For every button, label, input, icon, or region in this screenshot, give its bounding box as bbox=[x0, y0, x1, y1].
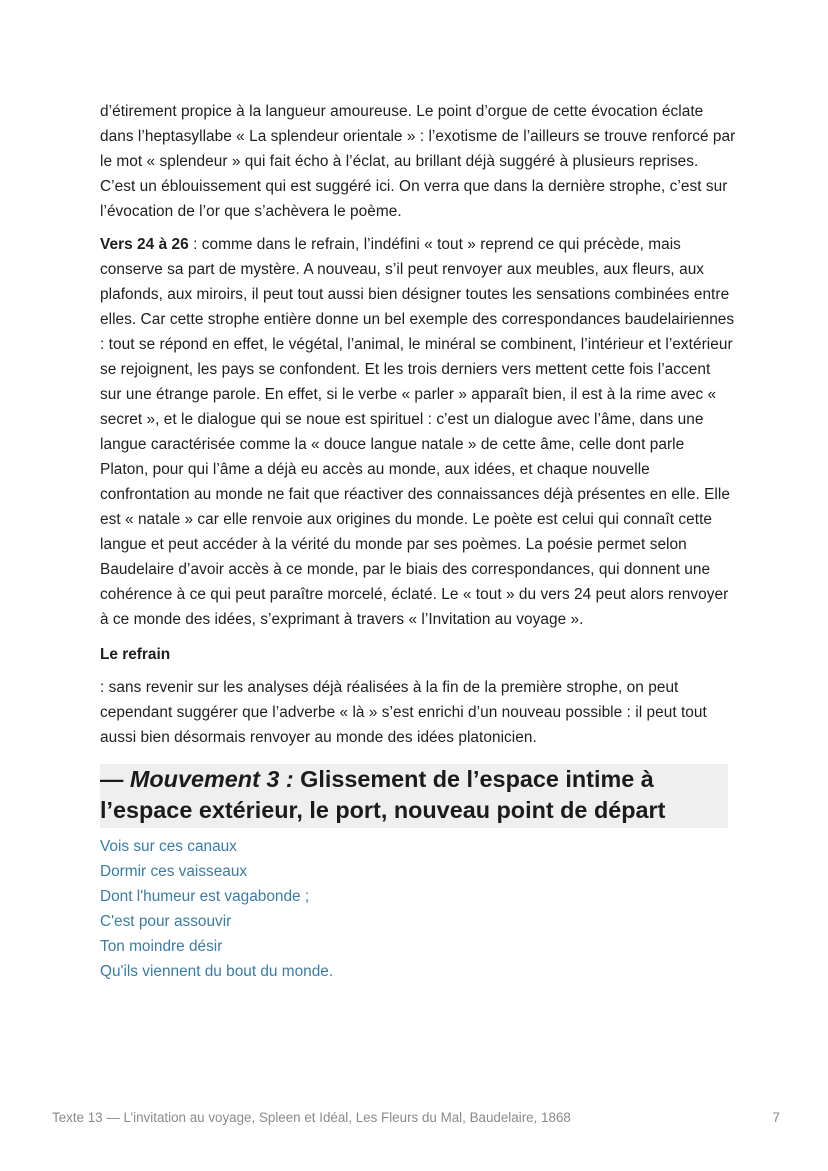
poem-verses bbox=[100, 834, 736, 984]
heading-dash: — bbox=[100, 766, 130, 792]
verse-line: Ton moindre désir bbox=[100, 938, 223, 955]
verse-line: Dormir ces vaisseaux bbox=[100, 863, 248, 880]
refrain-heading: Le refrain bbox=[100, 646, 171, 663]
page-number: 7 bbox=[772, 1110, 780, 1125]
verse-line: Dont l'humeur est vagabonde ; bbox=[100, 888, 310, 905]
verse-line: C'est pour assouvir bbox=[100, 913, 232, 930]
verse-range-label: Vers 24 à 26 bbox=[100, 236, 189, 253]
paragraph-vers-24-26-text: : comme dans le refrain, l’indéfini « tout » reprend ce qui précède, mais conserve sa part de mystère. A nouveau, s’il peut renvoyer aux meubles, aux fleurs, aux plafonds, aux miroirs, il peut tout aussi bien désigner toutes les sensations combinées entre elles. Car cette strophe entière donne un bel exemple des correspondances baudelairiennes : tout se répond en effet, le végétal, l’animal, le minéral se combinent, l’intérieur et l’extérieur se rejoignent, les pays se confondent. Et les trois derniers vers mettent cette fois l’accent sur une étrange parole. En effet, si le verbe « parler » apparaît bien, il est à la rime avec « secret », et le dialogue qui se noue est spirituel : c’est un dialogue avec l’âme, dans une langue caractérisée comme la « douce langue natale » de cette âme, celle dont parle Platon, pour qui l’âme a déjà eu accès au monde, aux idées, et chaque nouvelle confrontation au monde ne fait que réactiver des connaissances déjà présentes en elle. Elle est « natale » car elle renvoie aux origines du monde. Le poète est celui qui connaît cette langue et peut accéder à la vérité du monde par ses poèmes. La poésie permet selon Baudelaire d’avoir accès à ce monde, par le biais des correspondances, qui donnent une cohérence à ce qui peut paraître morcelé, éclaté. Le « tout » du vers 24 peut alors renvoyer à ce monde des idées, s’exprimant à travers « l’Invitation au voyage ». bbox=[100, 236, 735, 628]
movement-label: Mouvement 3 : bbox=[129, 766, 294, 792]
verse-line: Vois sur ces canaux bbox=[100, 838, 237, 855]
footer-text: Texte 13 — L’invitation au voyage, Spleen et Idéal, Les Fleurs du Mal, Baudelaire, 1868 bbox=[52, 1110, 571, 1125]
document-body bbox=[100, 99, 736, 984]
paragraph-splendeur: d’étirement propice à la langueur amoureuse. Le point d’orgue de cette évocation éclate dans l’heptasyllabe « La splendeur orientale » : l’exotisme de l’ailleurs se trouve renforcé par le mot « splendeur » qui fait écho à l’éclat, au brillant déjà suggéré à plusieurs reprises. C’est un éblouissement qui est suggéré ici. On verra que dans la dernière strophe, c’est sur l’évocation de l’or que s’achèvera le poème. bbox=[100, 103, 736, 220]
page-footer bbox=[52, 1109, 780, 1127]
section-title: Glissement de l’espace intime à l’espace extérieur, le port, nouveau point de départ bbox=[100, 766, 666, 823]
paragraph-vers-24-26 bbox=[100, 232, 736, 632]
section-heading-mouvement-3 bbox=[100, 764, 728, 828]
paragraph-refrain: : sans revenir sur les analyses déjà réalisées à la fin de la première strophe, on peut cependant suggérer que l’adverbe « là » s’est enrichi d’un nouveau possible : il peut tout aussi bien désormais renvoyer au monde des idées platonicien. bbox=[100, 679, 707, 746]
verse-line: Qu'ils viennent du bout du monde. bbox=[100, 963, 334, 980]
